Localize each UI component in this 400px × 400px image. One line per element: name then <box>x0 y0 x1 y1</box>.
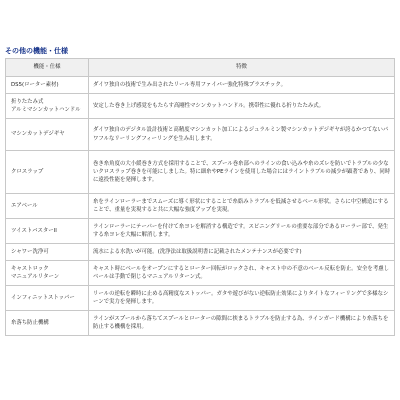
feature-name: 糸落ち防止機構 <box>11 319 49 326</box>
table-row <box>6 219 395 244</box>
feature-description: 糸をラインローラーまでスムーズに導く形状にすることで糸絡みトラブルを低減させるベール形状。さらに中空構造にすることで、重量を実現すると共に大幅な強度アップを実現。 <box>89 194 395 219</box>
feature-description: ダイワ独自の技術で生み出されたリール専用ファイバー強化特殊プラスチック。 <box>89 77 395 94</box>
spec-table <box>5 58 395 336</box>
feature-name: クロスラップ <box>11 168 44 175</box>
feature-name: ツイストバスターII <box>11 227 57 234</box>
feature-name-cell <box>6 311 89 336</box>
table-row <box>6 94 395 119</box>
table-row <box>6 194 395 219</box>
table-row <box>6 261 395 286</box>
table-row <box>6 244 395 261</box>
table-row <box>6 77 395 94</box>
table-row <box>6 311 395 336</box>
feature-name-cell <box>6 286 89 311</box>
feature-name: DS5(ローター素材) <box>11 81 59 88</box>
feature-name-cell <box>6 151 89 194</box>
feature-name: マシンカットデジギヤ <box>11 131 65 138</box>
feature-description: キャスト時にベールをオープンにするとローター回転がロックされ、キャスト中の不意のベール反転を防止。安全を考慮しベールは手動で閉じるマニュアルリターン式。 <box>89 261 395 286</box>
feature-description: 安定した巻き上げ感覚をもたらす高剛性マシンカットハンドル。携帯性に優れる折りたたみ式。 <box>89 94 395 119</box>
feature-description: リールの逆転を瞬時に止める高精度なストッパー。ガタや遊びがない逆転防止効果によりタイトなフィーリングで多様なシーンで実力を発揮します。 <box>89 286 395 311</box>
feature-description: ダイワ独自のデジタル設計技術と高精度マシンカット加工によるジュラルミン製マシンカットデジギヤが誇るかつてないパワフルなリーリングフィーリングを生み出します。 <box>89 119 395 151</box>
feature-name: シャワー洗浄可 <box>11 248 49 255</box>
column-header-description: 特徴 <box>89 59 395 77</box>
feature-name: インフィニットストッパー <box>11 294 75 301</box>
table-body <box>6 77 395 336</box>
feature-description: ラインがスプールから落ちてスプールとローターの隙間に挟まるトラブルを防止する為、ラインガード機構により糸落ちを防止する機構を採用。 <box>89 311 395 336</box>
table-row <box>6 286 395 311</box>
feature-name: 折りたたみ式 アルミマシンカットハンドル <box>11 98 81 113</box>
table-row <box>6 119 395 151</box>
feature-name-cell <box>6 77 89 94</box>
feature-name-cell <box>6 219 89 244</box>
feature-description: ラインローラーにテーパーを付けて糸ヨレを解消する構造です。スピニングリールの重要な部分であるローラー部で、発生する糸ヨレを大幅に解消します。 <box>89 219 395 244</box>
feature-name-cell <box>6 94 89 119</box>
feature-name-cell <box>6 244 89 261</box>
column-header-feature: 機能・仕様 <box>6 59 89 77</box>
feature-description: 流水による水洗いが可能。(洗浄法は取扱説明書に記載されたメンテナンスが必要です) <box>89 244 395 261</box>
feature-name-cell <box>6 119 89 151</box>
feature-name: エアベール <box>11 202 38 209</box>
section-heading: その他の機能・仕様 <box>5 47 68 55</box>
feature-name-cell <box>6 194 89 219</box>
feature-name-cell <box>6 261 89 286</box>
feature-name: キャストロック マニュアルリターン <box>11 265 60 280</box>
table-header-row <box>6 59 395 77</box>
feature-description: 巻き糸角度の大小緩巻き方式を採用することで、スプール巻糸部へのラインの食い込みや糸のズレを防いでトラブルの少ないクロスラップ巻きを可能にしました。特に細糸やPEラインを使用した場合にはライントラブルの減少が顕著であり、同時に遠投性能を発揮します。 <box>89 151 395 194</box>
table-row <box>6 151 395 194</box>
